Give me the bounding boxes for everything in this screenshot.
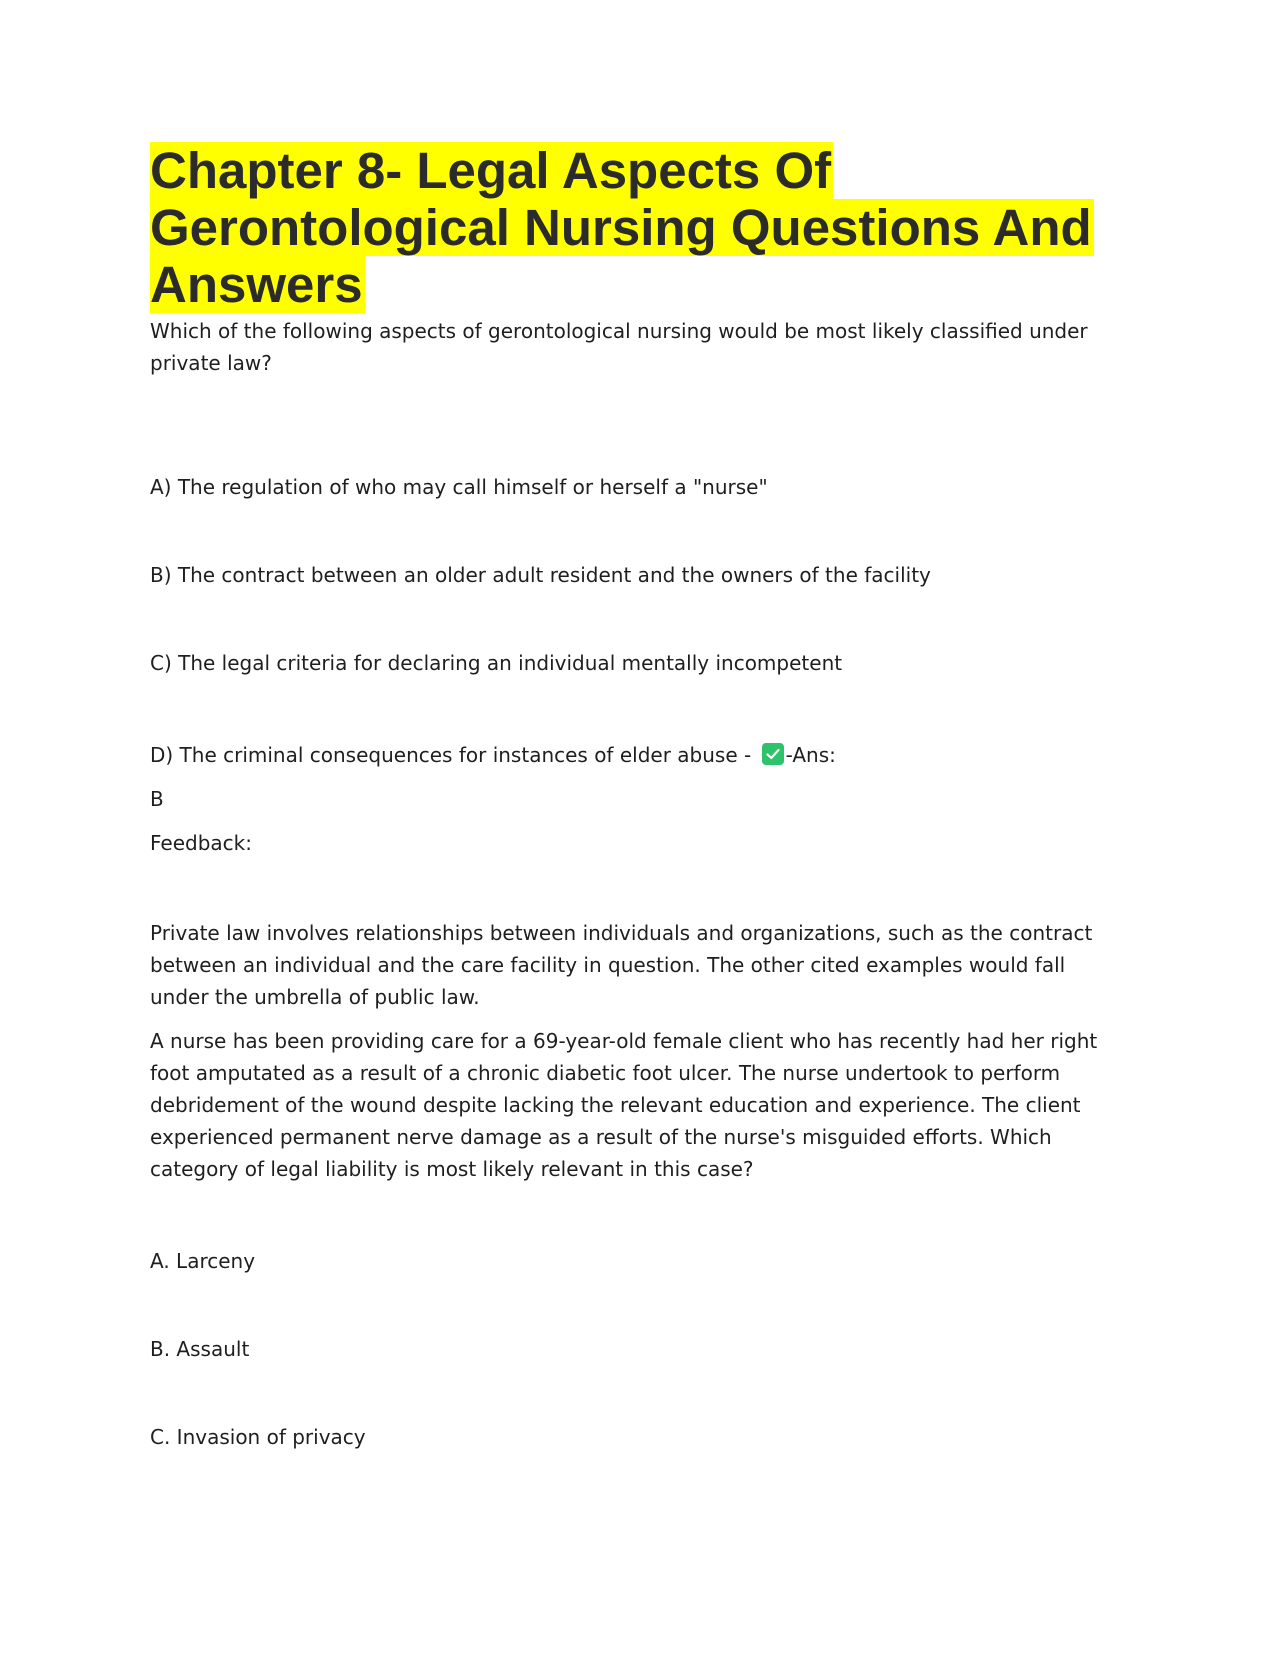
question-1-option-a: A) The regulation of who may call himself or herself a "nurse" bbox=[150, 475, 768, 499]
title-line-1: Chapter 8- Legal Aspects Of bbox=[150, 142, 832, 199]
answer-label: -Ans: bbox=[785, 743, 836, 767]
question-1-option-d: D) The criminal consequences for instances of elder abuse - bbox=[150, 743, 752, 767]
feedback-label: Feedback: bbox=[150, 831, 252, 855]
question-2-text: A nurse has been providing care for a 69-year-old female client who has recently had her right foot amputated as a result of a chronic diabetic foot ulcer. The nurse undertook to perform debridement of the wound despite lacking the relevant education and experience. The client experienced permanent nerve damage as a result of the nurse's misguided efforts. Which category of legal liability is most likely relevant in this case? bbox=[150, 1029, 1098, 1181]
title-line-2: Gerontological Nursing Questions And bbox=[150, 199, 1092, 256]
question-1-answer: B bbox=[150, 787, 164, 811]
question-2-option-b: B. Assault bbox=[150, 1337, 250, 1361]
check-icon bbox=[762, 743, 784, 765]
document-page bbox=[150, 142, 1130, 1453]
feedback-text: Private law involves relationships between individuals and organizations, such as the contract between an individual and the care facility in question. The other cited examples would fall under the umbrella of public law. bbox=[150, 921, 1093, 1009]
question-1-option-b: B) The contract between an older adult resident and the owners of the facility bbox=[150, 563, 931, 587]
page-title bbox=[150, 142, 1130, 313]
question-2-option-c: C. Invasion of privacy bbox=[150, 1425, 366, 1449]
question-1-option-c: C) The legal criteria for declaring an individual mentally incompetent bbox=[150, 651, 843, 675]
question-1-text: Which of the following aspects of gerontological nursing would be most likely classified under private law? bbox=[150, 319, 1088, 375]
question-1-option-d-line bbox=[150, 739, 1130, 771]
question-2-option-a: A. Larceny bbox=[150, 1249, 256, 1273]
title-line-3: Answers bbox=[150, 256, 363, 313]
